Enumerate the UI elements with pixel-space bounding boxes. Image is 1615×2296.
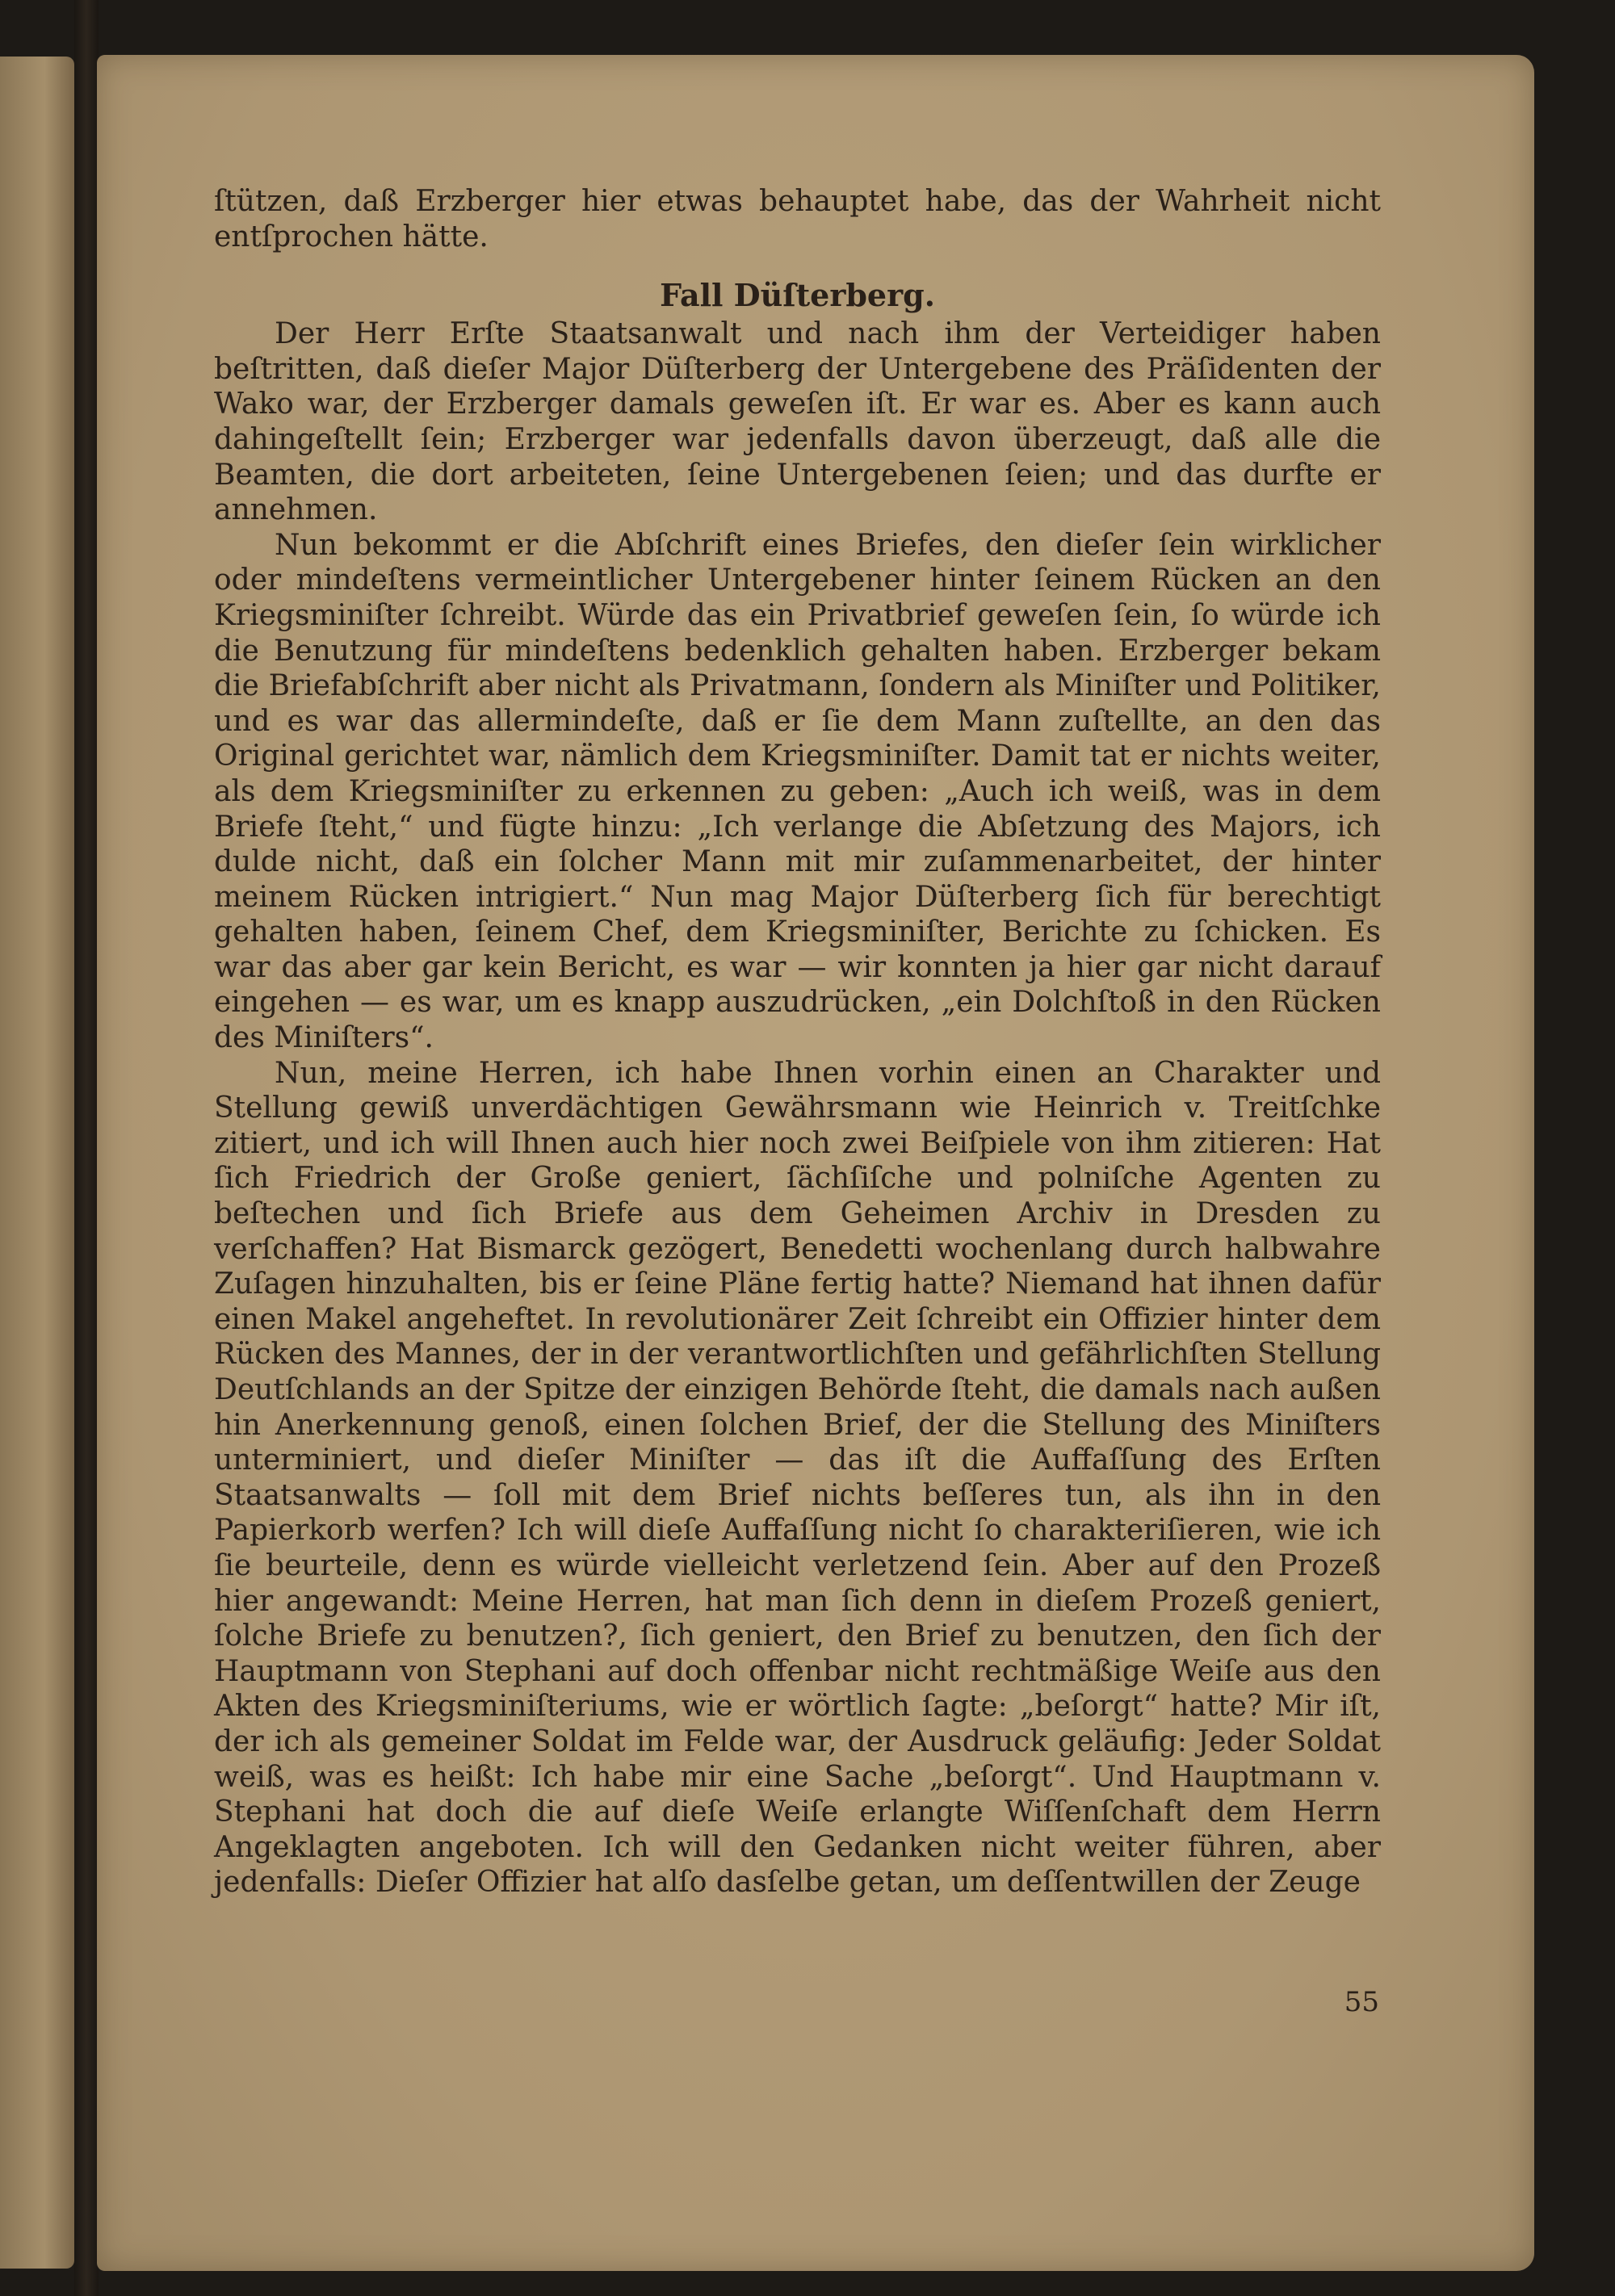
paragraph-3: Nun, meine Herren, ich habe Ihnen vorhin einen an Charakter und Stellung gewiß unverdächtigen Gewährsmann wie Heinrich v. Treitſchke zitiert, und ich will Ihnen auch hier noch zwei Beiſpiele von ihm zitieren: Hat ſich Friedrich der Große geniert, ſächſiſche und polniſche Agenten zu beſtechen und ſich Briefe aus dem Geheimen Archiv in Dresden zu verſchaffen? Hat Bismarck gezögert, Benedetti wochenlang durch halbwahre Zuſagen hinzuhalten, bis er ſeine Pläne fertig hatte? Niemand hat ihnen dafür einen Makel angeheftet. In revolutionärer Zeit ſchreibt ein Offizier hinter dem Rücken des Mannes, der in der verantwortlichſten und gefährlichſten Stellung Deutſchlands an der Spitze der einzigen Behörde ſteht, die damals nach außen hin Anerkennung genoß, einen ſolchen Brief, der die Stellung des Miniſters unterminiert, und dieſer Miniſter — das iſt die Auffaſſung des Erſten Staatsanwalts — ſoll mit dem Brief nichts beſſeres tun, als ihn in den Papierkorb werfen? Ich will dieſe Auffaſſung nicht ſo charakteriſieren, wie ich ſie beurteile, denn es würde vielleicht verletzend ſein. Aber auf den Prozeß hier angewandt: Meine Herren, hat man ſich denn in dieſem Prozeß geniert, ſolche Briefe zu benutzen?, ſich geniert, den Brief zu benutzen, den ſich der Hauptmann von Stephani auf doch offenbar nicht rechtmäßige Weiſe aus den Akten des Kriegsminiſteriums, wie er wörtlich ſagte: „beſorgt“ hatte? Mir iſt, der ich als gemeiner Soldat im Felde war, der Ausdruck geläufig: Jeder Soldat weiß, was es heißt: Ich habe mir eine Sache „beſorgt“. Und Hauptmann v. Stephani hat doch die auf dieſe Weiſe erlangte Wiſſenſchaft dem Herrn Angeklagten angeboten. Ich will den Gedanken nicht weiter führen, aber jedenfalls: Dieſer Offizier hat alſo dasſelbe getan, um deſſentwillen der Zeuge bbox=[214, 1056, 1381, 1900]
paragraph-2: Nun bekommt er die Abſchrift eines Briefes, den dieſer ſein wirklicher oder mindeſtens vermeintlicher Untergebener hinter ſeinem Rücken an den Kriegsminiſter ſchreibt. Würde das ein Privatbrief geweſen ſein, ſo würde ich die Benutzung für mindeſtens bedenklich gehalten haben. Erzberger bekam die Briefabſchrift aber nicht als Privatmann, ſondern als Miniſter und Politiker, und es war das allermindeſte, daß er ſie dem Mann zuſtellte, an den das Original gerichtet war, nämlich dem Kriegsminiſter. Damit tat er nichts weiter, als dem Kriegsminiſter zu erkennen zu geben: „Auch ich weiß, was in dem Briefe ſteht,“ und fügte hinzu: „Ich verlange die Abſetzung des Majors, ich dulde nicht, daß ein ſolcher Mann mit mir zuſammenarbeitet, der hinter meinem Rücken intrigiert.“ Nun mag Major Düſterberg ſich für berechtigt gehalten haben, ſeinem Chef, dem Kriegsminiſter, Berichte zu ſchicken. Es war das aber gar kein Bericht, es war — wir konnten ja hier gar nicht darauf eingehen — es war, um es knapp auszudrücken, „ein Dolchſtoß in den Rücken des Miniſters“. bbox=[214, 528, 1381, 1055]
book-page bbox=[97, 55, 1534, 2271]
facing-page-edge bbox=[0, 57, 74, 2269]
page-text bbox=[214, 184, 1381, 1900]
book-gutter bbox=[74, 0, 99, 2296]
paragraph-1: Der Herr Erſte Staatsanwalt und nach ihm der Verteidiger haben beſtritten, daß dieſer Major Düſterberg der Untergebene des Präſidenten der Wako war, der Erzberger damals geweſen iſt. Er war es. Aber es kann auch dahingeſtellt ſein; Erzberger war jedenfalls davon überzeugt, daß alle die Beamten, die dort arbeiteten, ſeine Untergebenen ſeien; und das durfte er annehmen. bbox=[214, 317, 1381, 527]
section-heading: Fall Düſterberg. bbox=[660, 277, 935, 314]
intro-paragraph: ſtützen, daß Erzberger hier etwas behauptet habe, das der Wahrheit nicht entſprochen hätte. bbox=[214, 185, 1381, 253]
page-number: 55 bbox=[1344, 1986, 1379, 2018]
